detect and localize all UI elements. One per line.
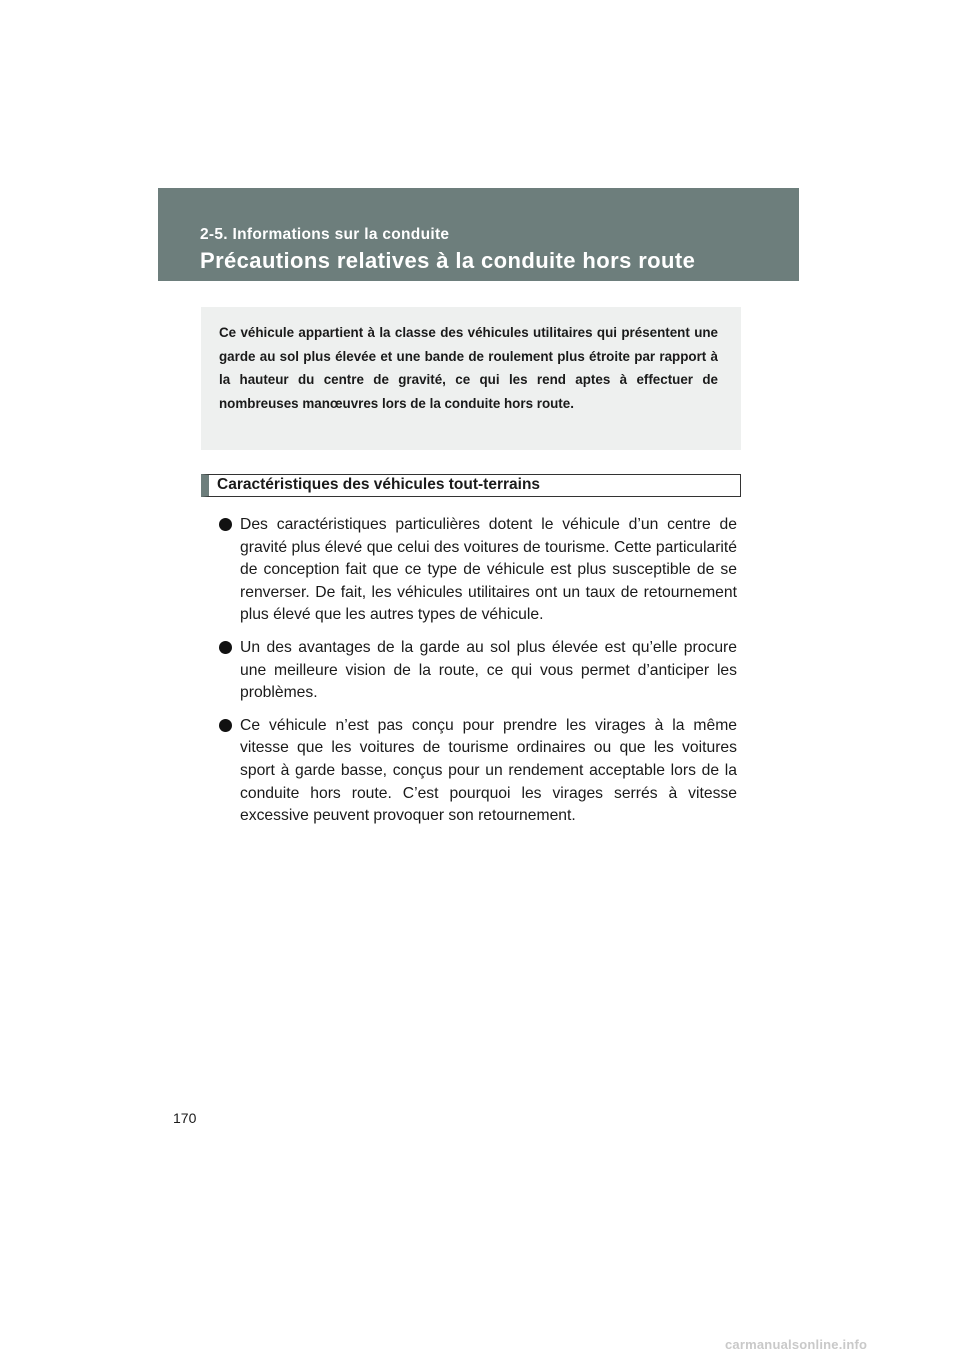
intro-text: Ce véhicule appartient à la classe des véhicules utilitaires qui présentent une garde au sol plus élevée et une bande de roulement plus étroite par rapport à la hauteur du centre de gravité, ce qui les rend aptes à effectuer de nombreuses manœuvres lors de la conduite hors route. (219, 325, 718, 411)
bullet-icon (219, 719, 232, 732)
watermark: carmanualsonline.info (725, 1337, 868, 1352)
bullet-text: Des caractéristiques particulières dotent le véhicule d’un centre de gravité plus élevé que celui des voitures de tourisme. Cette particularité de conception fait que ce type de véhicule est plus susceptible de se renverser. De fait, les véhicules utilitaires ont un taux de retournement plus élevé que les autres types de véhicule. (240, 516, 737, 624)
list-item (215, 715, 737, 828)
page-number: 170 (173, 1110, 197, 1126)
bullet-text: Un des avantages de la garde au sol plus élevée est qu’elle procure une meilleure vision de la route, ce qui vous permet d’anticiper les problèmes. (240, 638, 737, 702)
section-heading-text: Caractéristiques des véhicules tout-terrains (217, 476, 541, 493)
intro-box (201, 307, 741, 450)
list-item (215, 514, 737, 627)
bullet-text: Ce véhicule n’est pas conçu pour prendre les virages à la même vitesse que les voitures de tourisme ordinaires ou que les voitures sport à garde basse, conçus pour un rendement acceptable lors de la conduite hors route. C’est pourquoi les virages serrés à vitesse excessive peuvent provoquer son retournement. (240, 716, 737, 825)
bullet-icon (219, 518, 232, 531)
list-item (215, 637, 737, 705)
section-heading (201, 474, 741, 497)
header-band (158, 188, 799, 281)
section-label: 2-5. Informations sur la conduite (200, 226, 450, 243)
bullet-list (215, 514, 737, 838)
bullet-icon (219, 641, 232, 654)
page-title: Précautions relatives à la conduite hors route (200, 248, 696, 273)
